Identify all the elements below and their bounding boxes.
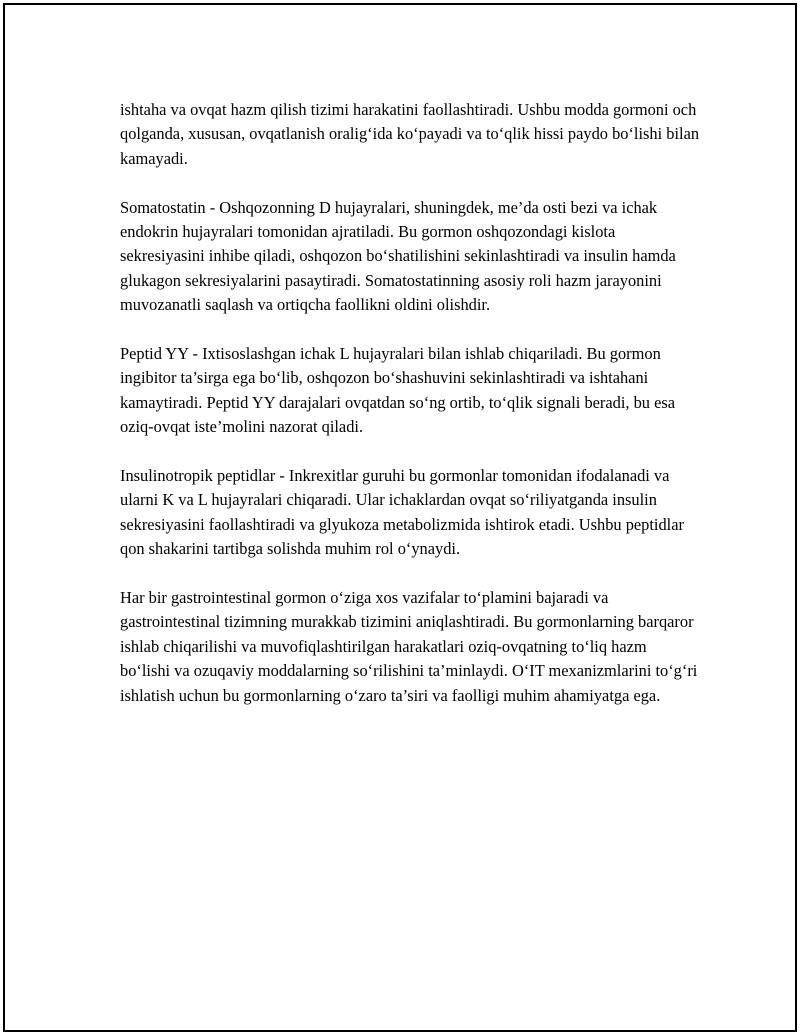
- paragraph-ghrelin-continuation: ishtaha va ovqat hazm qilish tizimi harakatini faollashtiradi. Ushbu modda gormoni och qolganda, xususan, ovqatlanish oralig‘ida ko‘payadi va to‘qlik hissi paydo bo‘lishi bilan kamayadi.: [120, 100, 700, 168]
- paragraph-peptide-yy: Peptid YY - Ixtisoslashgan ichak L hujayralari bilan ishlab chiqariladi. Bu gormon ingibitor ta’sirga ega bo‘lib, oshqozon bo‘shashuvini sekinlashtiradi va ishtahani kamaytiradi. Peptid YY darajalari ovqatdan so‘ng ortib, to‘qlik signali beradi, bu esa oziq-ovqat iste’molini nazorat qiladi.: [120, 344, 676, 437]
- document-page: [3, 3, 797, 1032]
- paragraph-insulinotropic-peptides: Insulinotropik peptidlar - Inkrexitlar guruhi bu gormonlar tomonidan ifodalanadi va ularni K va L hujayralari chiqaradi. Ular ichaklardan ovqat so‘riliyatganda insulin sekresiyasini faollashtiradi va glyukoza metabolizmida ishtirok etadi. Ushbu peptidlar qon shakarini tartibga solishda muhim rol o‘ynaydi.: [120, 466, 684, 559]
- paragraph-conclusion: Har bir gastrointestinal gormon o‘ziga xos vazifalar to‘plamini bajaradi va gastrointestinal tizimning murakkab tizimini aniqlashtiradi. Bu gormonlarning barqaror ishlab chiqarilishi va muvofiqlashtirilgan harakatlari oziq-ovqatning to‘liq hazm bo‘lishi va ozuqaviy moddalarning so‘rilishini ta’minlaydi. O‘IT mexanizmlarini to‘g‘ri ishlatish uchun bu gormonlarning o‘zaro ta’siri va faolligi muhim ahamiyatga ega.: [120, 588, 698, 705]
- paragraph-somatostatin: Somatostatin - Oshqozonning D hujayralari, shuningdek, me’da osti bezi va ichak endokrin hujayralari tomonidan ajratiladi. Bu gormon oshqozondagi kislota sekresiyasini inhibe qiladi, oshqozon bo‘shatilishini sekinlashtiradi va insulin hamda glukagon sekresiyalarini pasaytiradi. Somatostatinning asosiy roli hazm jarayonini muvozanatli saqlash va ortiqcha faollikni oldini olishdir.: [120, 197, 676, 315]
- document-body: [120, 98, 700, 732]
